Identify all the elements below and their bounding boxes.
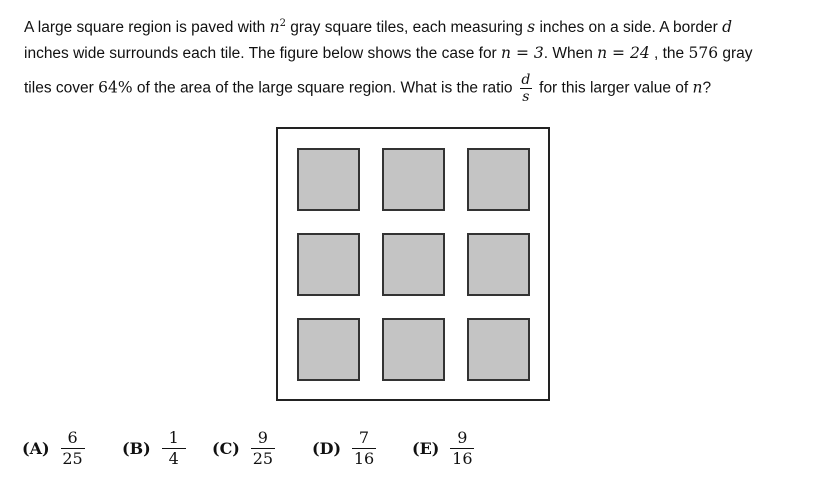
math-eq: n = 24	[597, 44, 650, 62]
fraction-denominator: 25	[62, 448, 83, 468]
math-num: 576	[688, 44, 719, 62]
answer-choice[interactable]	[212, 422, 278, 474]
problem-line-2	[24, 44, 753, 63]
choice-label: (C)	[212, 438, 240, 458]
text-run: gray	[718, 45, 753, 62]
fraction-denominator: 16	[353, 448, 375, 468]
fraction-denominator: 16	[452, 448, 473, 468]
text-run: , the	[649, 45, 689, 62]
gray-tile	[297, 318, 360, 381]
gray-tile	[467, 318, 530, 381]
problem-line-3	[24, 72, 711, 105]
fraction-denominator: s	[522, 89, 530, 105]
text-run: tiles cover	[24, 79, 99, 97]
fraction-numerator: 9	[257, 427, 268, 447]
text-run: . When	[543, 45, 598, 62]
math-var-s: s	[527, 18, 536, 36]
ratio-fraction	[520, 72, 532, 105]
choice-label: (D)	[312, 438, 342, 458]
math-eq: n = 3	[501, 44, 544, 62]
tile-figure	[276, 127, 550, 401]
fraction-numerator: 6	[67, 427, 78, 447]
choice-label: (E)	[412, 438, 440, 458]
fraction-denominator: 25	[252, 448, 274, 468]
fraction-denominator: 4	[168, 448, 179, 468]
exponent: 2	[279, 17, 286, 29]
math-var-d: d	[722, 18, 733, 36]
fraction-numerator: 1	[168, 427, 179, 447]
answer-choices	[22, 422, 502, 474]
choice-fraction	[251, 428, 275, 469]
gray-tile	[382, 318, 445, 381]
gray-tile	[297, 148, 360, 211]
answer-choice[interactable]	[22, 422, 88, 474]
text-run: gray square tiles, each measuring	[285, 19, 528, 36]
text-run: for this larger value of	[534, 79, 693, 97]
answer-choice[interactable]	[122, 422, 189, 474]
text-run: ?	[702, 79, 712, 97]
fraction-numerator: 7	[358, 427, 370, 447]
text-run: A large square region is paved with	[24, 19, 270, 36]
fraction-numerator: d	[521, 72, 531, 88]
problem-line-1	[24, 18, 732, 37]
math-var-n: n	[692, 78, 703, 97]
answer-choice[interactable]	[312, 422, 379, 474]
gray-tile	[382, 148, 445, 211]
math-var-n: n	[269, 18, 280, 36]
gray-tile	[467, 148, 530, 211]
gray-tile	[382, 233, 445, 296]
choice-fraction	[61, 428, 85, 469]
fraction-numerator: 9	[457, 427, 468, 447]
math-percent: 64%	[98, 78, 133, 97]
choice-label: (B)	[122, 438, 151, 458]
text-run: inches on a side. A border	[535, 19, 723, 36]
text-run: of the area of the large square region. What is the ratio	[132, 79, 517, 97]
gray-tile	[297, 233, 360, 296]
choice-fraction	[162, 428, 186, 469]
choice-label: (A)	[22, 438, 50, 458]
choice-fraction	[450, 428, 474, 469]
answer-choice[interactable]	[412, 422, 477, 474]
gray-tile	[467, 233, 530, 296]
choice-fraction	[352, 428, 376, 469]
text-run: inches wide surrounds each tile. The figure below shows the case for	[24, 45, 502, 62]
